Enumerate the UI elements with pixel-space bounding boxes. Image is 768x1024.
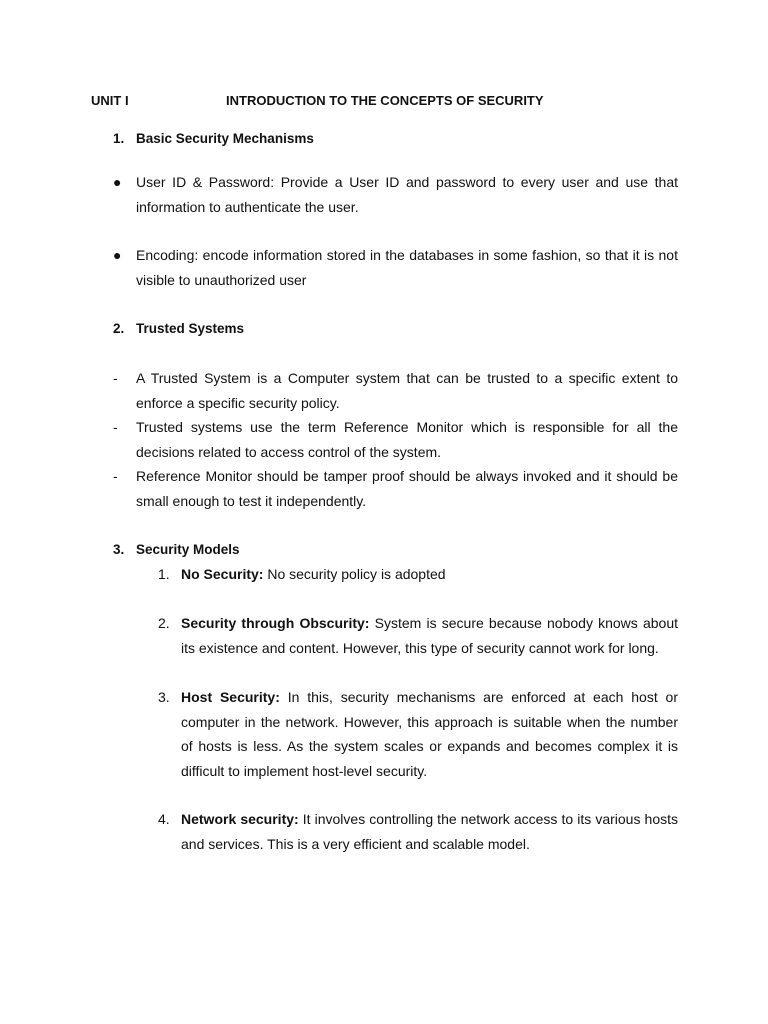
item-description: No security policy is adopted: [263, 566, 446, 582]
bullet-item-encoding: [113, 243, 678, 292]
item-number: 2.: [158, 615, 170, 631]
dash-text: Trusted systems use the term Reference Monitor which is responsible for all the decisions related to access control of the system.: [136, 419, 678, 460]
model-item-no-security: [158, 562, 678, 587]
section-heading-basic-security: [113, 131, 314, 146]
item-number: 4.: [158, 811, 170, 827]
section-number: 3.: [113, 542, 125, 557]
dash-marker: -: [113, 468, 118, 484]
item-term: Security through Obscurity:: [181, 615, 370, 631]
dash-marker: -: [113, 370, 118, 386]
page-title: INTRODUCTION TO THE CONCEPTS OF SECURITY: [226, 93, 544, 108]
bullet-text: Encoding: encode information stored in the databases in some fashion, so that it is not visible to unauthorized user: [136, 247, 678, 288]
page-header: [91, 93, 691, 111]
item-description: System is secure because nobody knows about its existence and content. However, this type of security cannot work for long.: [181, 615, 678, 656]
item-term: Network security:: [181, 811, 299, 827]
item-number: 3.: [158, 689, 170, 705]
section-title: Trusted Systems: [136, 321, 245, 336]
item-text: [181, 807, 678, 856]
dash-item-reference-monitor: [113, 415, 678, 464]
dash-item-tamper-proof: [113, 464, 678, 513]
item-text: [181, 562, 678, 587]
item-term: No Security:: [181, 566, 264, 582]
dash-marker: -: [113, 419, 118, 435]
unit-label: UNIT I: [91, 93, 129, 108]
item-text: [181, 611, 678, 660]
bullet-item-user-id-password: [113, 170, 678, 219]
model-item-security-through-obscurity: [158, 611, 678, 660]
dash-text: Reference Monitor should be tamper proof should be always invoked and it should be small enough to test it independently.: [136, 468, 678, 509]
item-term: Host Security:: [181, 689, 280, 705]
bullet-marker: ●: [113, 247, 122, 263]
bullet-text: User ID & Password: Provide a User ID and password to every user and use that information to authenticate the user.: [136, 174, 678, 215]
bullet-marker: ●: [113, 174, 122, 190]
item-description: It involves controlling the network access to its various hosts and services. This is a very efficient and scalable model.: [181, 811, 678, 852]
item-description: In this, security mechanisms are enforced at each host or computer in the network. However, this approach is suitable when the number of hosts is less. As the system scales or expands and becomes complex it is difficult to implement host-level security.: [181, 689, 678, 779]
section-heading-trusted-systems: [113, 321, 244, 336]
dash-text: A Trusted System is a Computer system that can be trusted to a specific extent to enforce a specific security policy.: [136, 370, 678, 411]
section-heading-security-models: [113, 542, 240, 557]
dash-item-trusted-system-definition: [113, 366, 678, 415]
section-number: 2.: [113, 321, 125, 336]
model-item-host-security: [158, 685, 678, 783]
section-title: Basic Security Mechanisms: [136, 131, 314, 146]
section-number: 1.: [113, 131, 125, 146]
item-number: 1.: [158, 566, 170, 582]
section-title: Security Models: [136, 542, 240, 557]
item-text: [181, 685, 678, 783]
model-item-network-security: [158, 807, 678, 856]
